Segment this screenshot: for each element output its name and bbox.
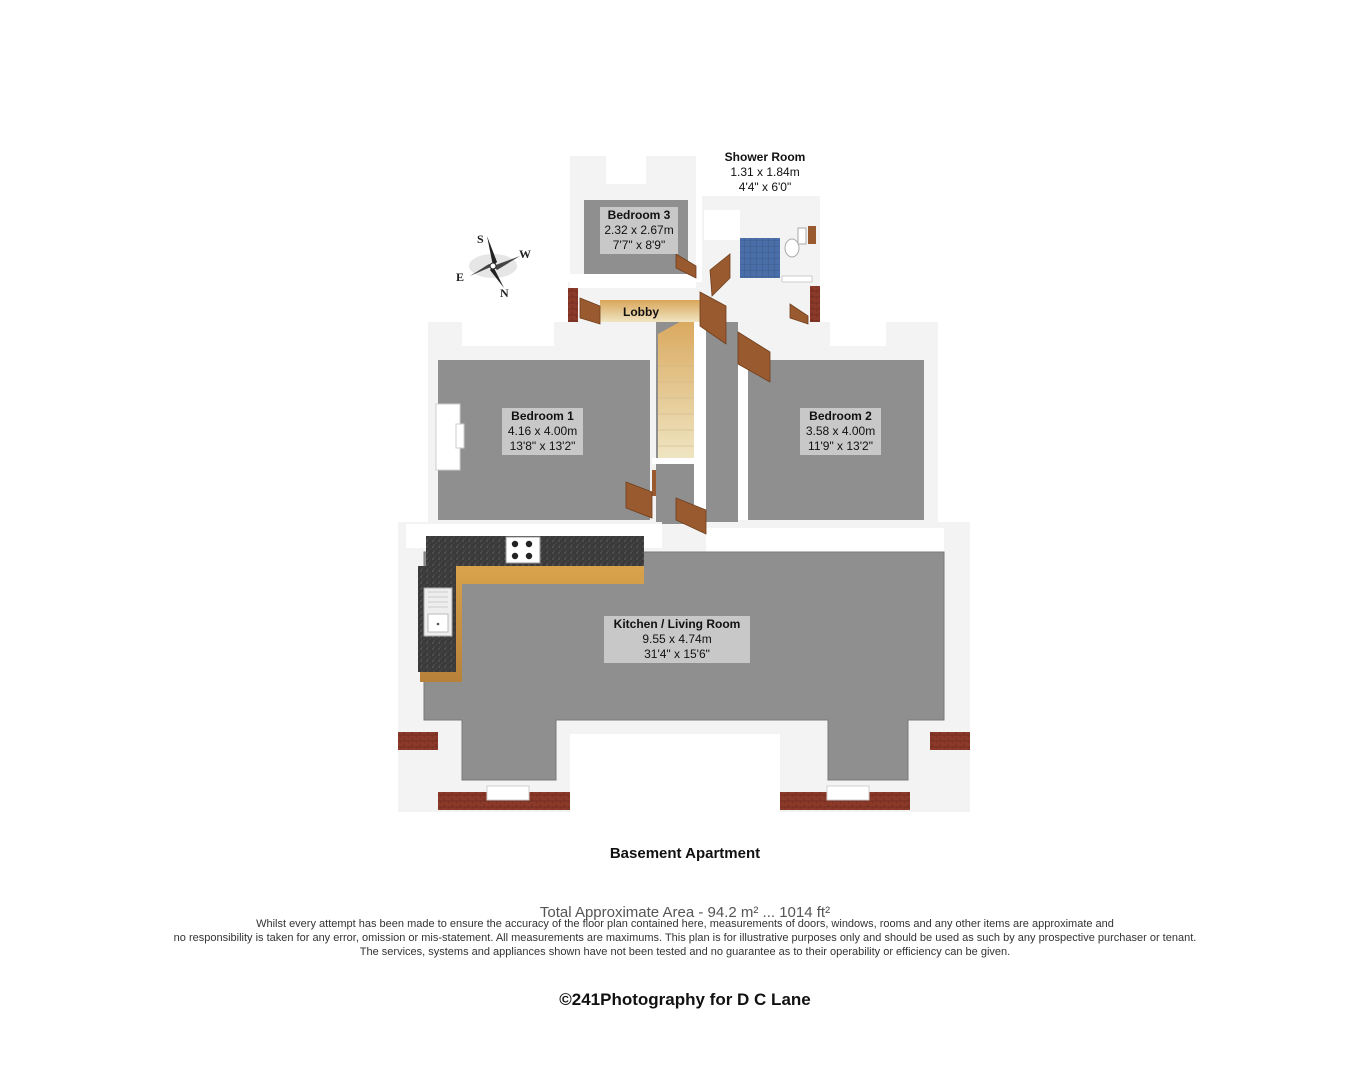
shower-room-name: Shower Room [724, 150, 806, 164]
bedroom-2-metric: 3.58 x 4.00m [805, 424, 876, 438]
hob-icon [506, 537, 540, 563]
compass-north-label: N [500, 286, 509, 300]
disclaimer [0, 917, 1370, 959]
bedroom-1-imperial: 13'8" x 13'2" [509, 439, 576, 453]
shower-room-imperial: 4'4" x 6'0" [738, 180, 792, 194]
bedroom-3-name: Bedroom 3 [607, 208, 671, 222]
kitchen-living-room-label [604, 616, 750, 663]
compass-south-label: S [477, 232, 484, 246]
shower-room-label [705, 150, 825, 195]
kitchen-living-room-imperial: 31'4" x 15'6" [644, 647, 710, 661]
bedroom-1-name: Bedroom 1 [511, 409, 574, 423]
toilet-icon [785, 239, 799, 257]
kitchen-living-room-metric: 9.55 x 4.74m [642, 632, 712, 646]
bedroom-2-imperial: 11'9" x 13'2" [808, 439, 873, 453]
compass-east-label: E [456, 270, 465, 284]
shower-tray [740, 238, 780, 278]
staircase [658, 314, 694, 458]
bedroom-3-metric: 2.32 x 2.67m [604, 223, 674, 237]
disclaimer-line: no responsibility is taken for any error, omission or mis-statement. All measurements are maximums. This plan is for illustrative purposes only and should be used as such by any prospective purchaser or tenant. [173, 932, 1197, 944]
bedroom-3-label [600, 207, 678, 254]
floor-title: Basement Apartment [609, 845, 761, 862]
bedroom-2-label [800, 408, 881, 455]
disclaimer-line: The services, systems and appliances shown have not been tested and no guarantee as to their operability or efficiency can be given. [359, 946, 1011, 958]
bedroom-1-label [502, 408, 583, 455]
bedroom-3-imperial: 7'7" x 8'9" [612, 238, 666, 252]
bedroom-1-metric: 4.16 x 4.00m [507, 424, 578, 438]
lobby-label: Lobby [623, 305, 659, 319]
bedroom-2-name: Bedroom 2 [809, 409, 872, 423]
shower-room-metric: 1.31 x 1.84m [730, 165, 800, 179]
copyright: ©241Photography for D C Lane [559, 990, 811, 1009]
compass-west-label: W [519, 247, 531, 261]
total-area: Total Approximate Area - 94.2 m² ... 1014 ft² [539, 904, 831, 921]
disclaimer-line: Whilst every attempt has been made to ensure the accuracy of the floor plan contained here, measurements of doors, windows, rooms and any other items are approximate and [256, 918, 1114, 930]
kitchen-living-room-name: Kitchen / Living Room [613, 617, 741, 631]
